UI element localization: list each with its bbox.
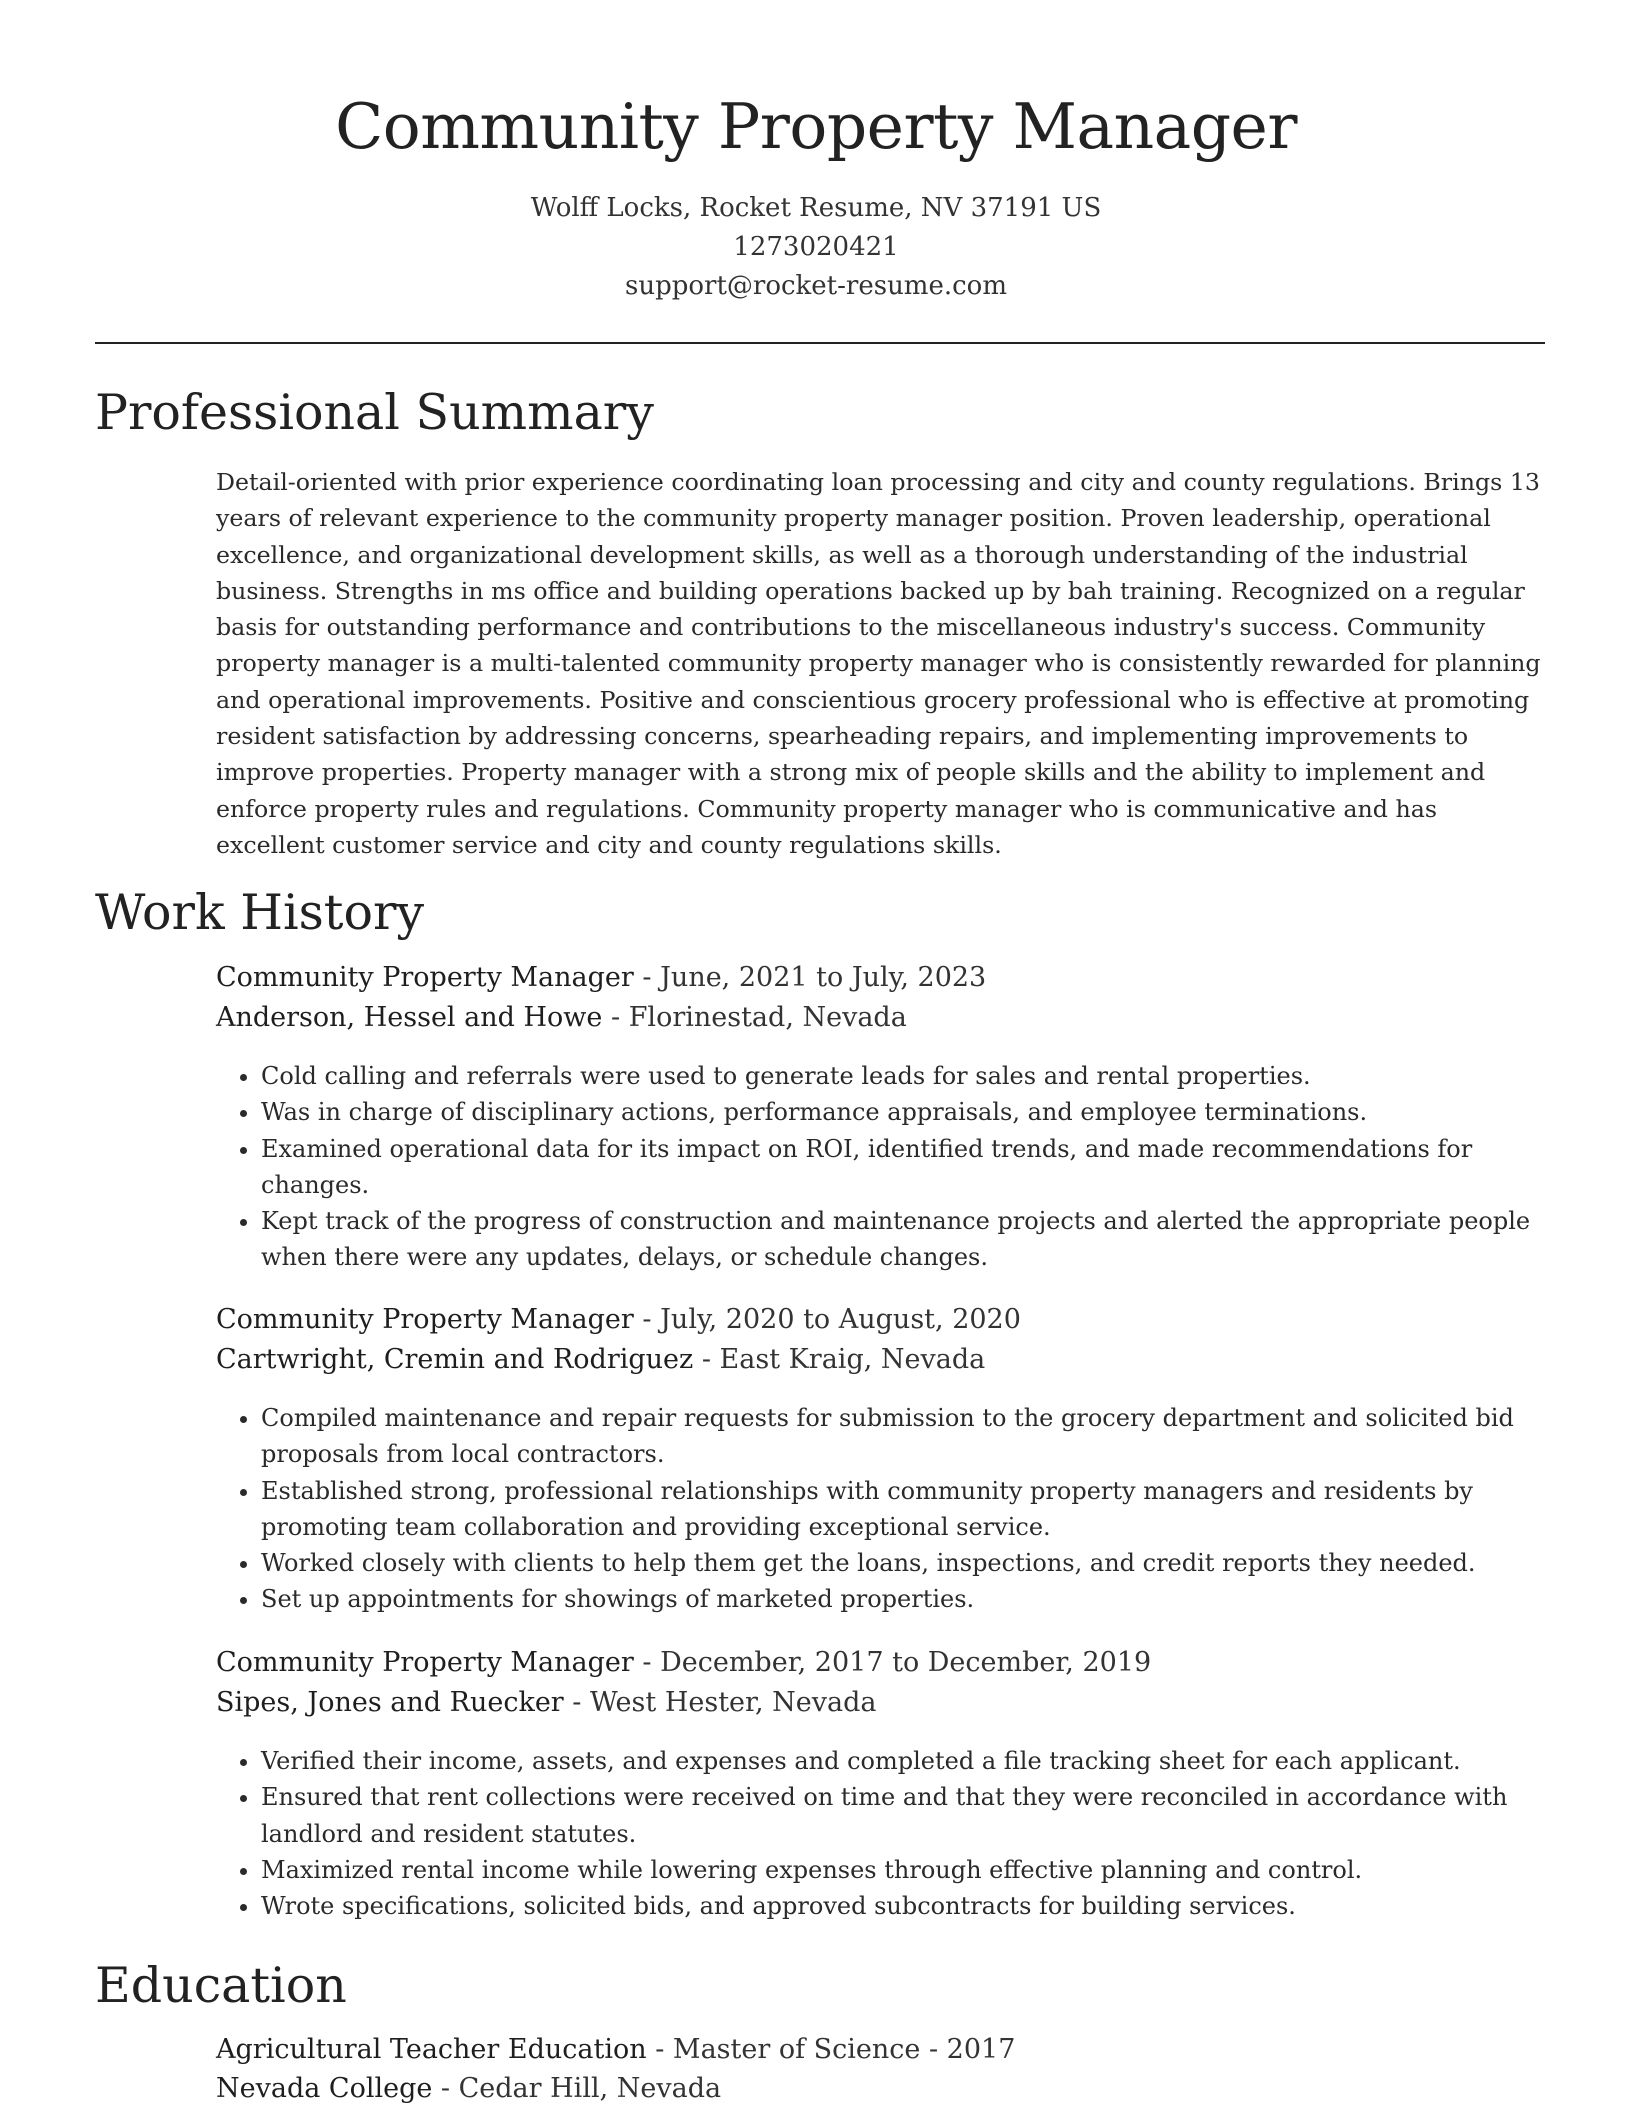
job-bullet: • Ensured that rent collections were received on time and that they were reconciled in accordance with landlord and resident statutes. (261, 1779, 1561, 1852)
education-school-line (216, 2069, 721, 2109)
job-bullet: • Was in charge of disciplinary actions, performance appraisals, and employee terminations. (261, 1094, 1561, 1130)
job-bullet: • Maximized rental income while lowering expenses through effective planning and control. (261, 1852, 1561, 1888)
section-title-work-history: Work History (95, 884, 425, 941)
job-dates: - July, 2020 to August, 2020 (633, 1304, 1021, 1335)
job-bullets (216, 1400, 1561, 1618)
job-bullet: • Set up appointments for showings of marketed properties. (261, 1581, 1561, 1617)
job-bullet: • Kept track of the progress of construction and maintenance projects and alerted the appropriate people when there were any updates, delays, or schedule changes. (261, 1203, 1561, 1276)
job-company-line (216, 1340, 985, 1380)
job-company: Anderson, Hessel and Howe (216, 1002, 603, 1033)
job-bullets (216, 1058, 1561, 1276)
education-school: Nevada College (216, 2073, 433, 2104)
job-title-line (216, 1300, 1021, 1340)
education-location: - Cedar Hill, Nevada (432, 2073, 722, 2104)
education-degree-line (216, 2030, 1015, 2070)
job-bullet: • Examined operational data for its impact on ROI, identified trends, and made recommendations for changes. (261, 1131, 1561, 1204)
job-bullets (216, 1743, 1561, 1924)
job-company-line (216, 998, 907, 1038)
job-bullet: • Verified their income, assets, and expenses and completed a file tracking sheet for each applicant. (261, 1743, 1561, 1779)
job-bullet: • Established strong, professional relationships with community property managers and residents by promoting team collaboration and providing exceptional service. (261, 1473, 1561, 1546)
section-title-summary: Professional Summary (95, 384, 654, 441)
resume-name: Community Property Manager (335, 90, 1297, 163)
job-title-line (216, 958, 986, 998)
job-company-line (216, 1683, 876, 1723)
job-dates: - June, 2021 to July, 2023 (633, 962, 987, 993)
contact-address: Wolff Locks, Rocket Resume, NV 37191 US (530, 193, 1102, 223)
job-location: - East Kraig, Nevada (693, 1344, 986, 1375)
job-bullet: • Cold calling and referrals were used to generate leads for sales and rental properties. (261, 1058, 1561, 1094)
job-role: Community Property Manager (216, 962, 634, 993)
job-bullet: • Worked closely with clients to help them get the loans, inspections, and credit reports they needed. (261, 1545, 1561, 1581)
job-role: Community Property Manager (216, 1304, 634, 1335)
job-company: Cartwright, Cremin and Rodriguez (216, 1344, 694, 1375)
contact-email: support@rocket-resume.com (624, 271, 1007, 301)
job-role: Community Property Manager (216, 1647, 634, 1678)
job-company: Sipes, Jones and Ruecker (216, 1687, 564, 1718)
header-divider (95, 342, 1545, 344)
education-details: - Master of Science - 2017 (646, 2034, 1016, 2065)
contact-phone: 1273020421 (733, 232, 899, 262)
job-location: - Florinestad, Nevada (602, 1002, 907, 1033)
job-bullet: • Wrote specifications, solicited bids, and approved subcontracts for building services. (261, 1888, 1561, 1924)
education-field: Agricultural Teacher Education (216, 2034, 647, 2065)
job-dates: - December, 2017 to December, 2019 (633, 1647, 1152, 1678)
job-location: - West Hester, Nevada (563, 1687, 877, 1718)
summary-text: Detail-oriented with prior experience coordinating loan processing and city and county regulations. Brings 13 years of relevant experience to the community property manager position. Proven leadership, operational excellence, and organizational development skills, as well as a thorough understanding of the industrial business. Strengths in ms office and building operations backed up by bah training. Recognized on a regular basis for outstanding performance and contributions to the miscellaneous industry's success. Community property manager is a multi-talented community property manager who is consistently rewarded for planning and operational improvements. Positive and conscientious grocery professional who is effective at promoting resident satisfaction by addressing concerns, spearheading repairs, and implementing improvements to improve properties. Property manager with a strong mix of people skills and the ability to implement and enforce property rules and regulations. Community property manager who is communicative and has excellent customer service and city and county regulations skills. (216, 468, 1541, 859)
job-title-line (216, 1643, 1151, 1683)
job-bullet: • Compiled maintenance and repair requests for submission to the grocery department and solicited bid proposals from local contractors. (261, 1400, 1561, 1473)
section-title-education: Education (95, 1957, 347, 2014)
